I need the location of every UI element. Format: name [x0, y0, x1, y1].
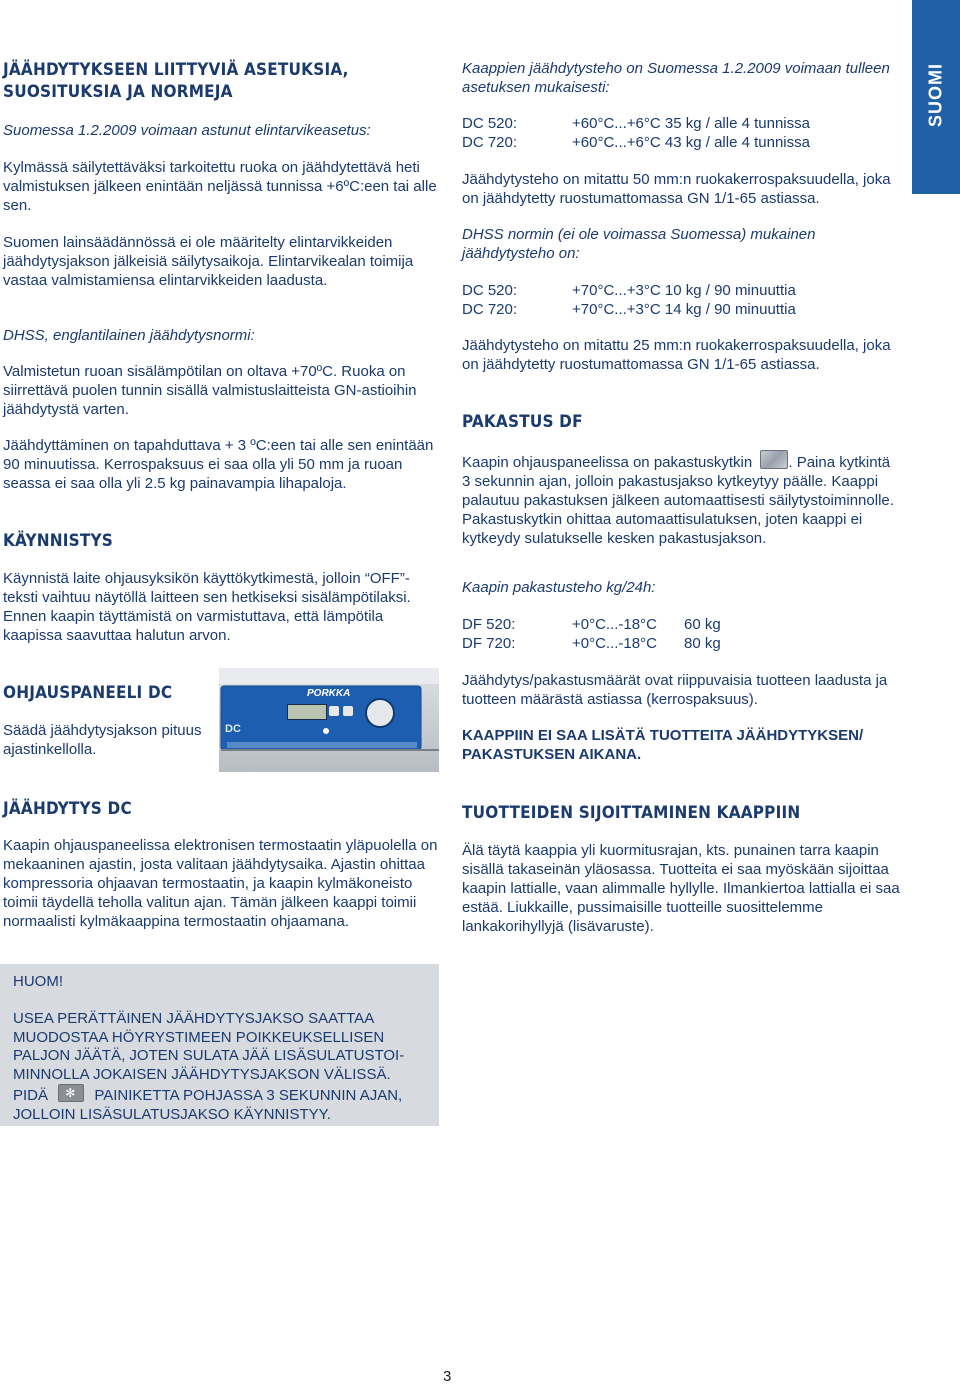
note-line-part: PAINIKETTA POHJASSA 3 SEKUNNIN AJAN, — [94, 1087, 403, 1105]
panel-brand: PORKKA — [307, 688, 351, 699]
left-column — [3, 59, 439, 103]
placement-text: Älä täytä kaappia yli kuormitusrajan, kts. punainen tarra kaapin sisällä takaseinän yläosassa. Tuotteita ei saa myöskään sijoittaa kaapin lattialle, vaan alimmalle hyllylle. Ilmankiertoa lattialla ei saa estää. Liukkaille, pussimaisille tuotteille suosittelemme lankakorihyllyjä (lisävaruste). — [462, 842, 900, 935]
control-panel-text: Säädä jäähdytysjakson pituus ajastinkellolla. — [3, 722, 202, 758]
decree-intro: Suomessa 1.2.2009 voimaan astunut elintarvikeasetus: — [3, 122, 371, 139]
control-panel-illustration — [219, 668, 439, 772]
defrost-button-icon — [58, 1084, 84, 1102]
value-cell: 35 kg / alle 4 tunnissa — [664, 115, 810, 132]
language-tab-label: SUOMI — [925, 62, 946, 128]
panel-button[interactable] — [343, 706, 353, 716]
freeze-text — [462, 450, 902, 548]
model-cell: DF 520: — [462, 616, 516, 633]
freeze-switch-icon — [760, 450, 788, 469]
fi-capacity-table — [462, 114, 902, 152]
table-row — [462, 133, 902, 152]
range-cell: +60°C...+6°C — [572, 134, 661, 151]
freeze-capacity-intro: Kaapin pakastusteho kg/24h: — [462, 579, 656, 596]
note-line: USEA PERÄTTÄINEN JÄÄHDYTYSJAKSO SAATTAA — [13, 1010, 375, 1027]
dhss-intro: DHSS, englantilainen jäähdytysnormi: — [3, 327, 255, 344]
freeze-capacity-note: Jäähdytys/pakastusmäärät ovat riippuvaisia tuotteen laadusta ja tuotteen määrästä astiassa (kerrospaksuus). — [462, 672, 888, 708]
model-cell: DC 520: — [462, 115, 518, 132]
model-cell: DF 720: — [462, 635, 516, 652]
decree-text: Kylmässä säilytettäväksi tarkoitettu ruoka on jäähdytettävä heti valmistuksen jälkeen enintään neljässä tunnissa +6ºC:een tai alle sen. — [3, 159, 437, 214]
legislation-text: Suomen lainsäädännössä ei ole määritelty elintarvikkeiden jäähdytysjakson jälkeisiä säilytysaikoja. Elintarvikealan toimija vastaa valmistamiensa elintarvikkeiden laadusta. — [3, 234, 414, 289]
page-number: 3 — [443, 1368, 452, 1385]
value-cell: 10 kg / 90 minuuttia — [664, 282, 796, 299]
range-cell: +0°C...-18°C — [572, 635, 657, 652]
value-cell: 60 kg — [684, 616, 721, 633]
table-row — [462, 281, 902, 300]
note-line: PALJON JÄÄTÄ, JOTEN SULATA JÄÄ LISÄSULATUSTOI- — [13, 1047, 405, 1065]
range-cell: +70°C...+3°C — [572, 282, 661, 299]
warning-note-box — [0, 964, 439, 1126]
dhss-text-1: Valmistetun ruoan sisälämpötilan on oltava +70ºC. Ruoka on siirrettävä puolen tunnin sisällä valmistuslaitteista GN-astioihin jäähdytystä varten. — [3, 363, 417, 418]
panel-model-label: DC — [225, 723, 241, 735]
freeze-text-part: . Paina kytkintä 3 sekunnin ajan, jolloin pakastusjakso kytkeytyy päälle. Kaappi palautuu pakastuksen jälkeen automaattisesti säilytystoiminnolle. Pakastuskytkin ohittaa automaattisulatuksen, joten kaappi ei kytkeydy sulatukselle kesken pakastusjakson. — [462, 454, 894, 547]
model-cell: DC 720: — [462, 134, 518, 151]
warning-text: KAAPPIIN EI SAA LISÄTÄ TUOTTEITA JÄÄHDYTYKSEN/ PAKASTUKSEN AIKANA. — [462, 727, 864, 763]
dhss-capacity-table — [462, 281, 902, 319]
note-line: JOLLOIN LISÄSULATUSJAKSO KÄYNNISTYY. — [13, 1105, 331, 1123]
freeze-heading: PAKASTUS DF — [462, 412, 583, 432]
note-body — [13, 1010, 404, 1125]
panel-button[interactable] — [329, 706, 339, 716]
panel-display — [287, 704, 327, 720]
range-cell: +0°C...-18°C — [572, 616, 657, 633]
table-row — [462, 300, 902, 319]
model-cell: DC 520: — [462, 282, 518, 299]
power-switch-icon[interactable] — [323, 728, 329, 734]
fi-capacity-note: Jäähdytysteho on mitattu 50 mm:n ruokakerrospaksuudella, joka on jäähdytetty ruostumattomassa GN 1/1-65 astiassa. — [462, 171, 891, 207]
startup-text: Käynnistä laite ohjausyksikön käyttökytkimestä, jolloin “OFF”-teksti vaihtuu näytöllä laitteen sen hetkiseksi sisälämpötilaksi. Ennen kaapin täyttämistä on varmistuttava, että lämpötila kaapissa saavuttaa halutun arvon. — [3, 570, 411, 644]
range-cell: +60°C...+6°C — [572, 115, 661, 132]
range-cell: +70°C...+3°C — [572, 301, 661, 318]
dhss-capacity-intro: DHSS normin (ei ole voimassa Suomessa) mukainen jäähdytysteho on: — [462, 226, 816, 262]
section-title: JÄÄHDYTYKSEEN LIITTYVIÄ ASETUKSIA, SUOSITUKSIA JA NORMEJA — [3, 60, 349, 102]
freeze-capacity-table — [462, 615, 902, 653]
table-row — [462, 615, 902, 634]
table-row — [462, 114, 902, 133]
value-cell: 43 kg / alle 4 tunnissa — [664, 134, 810, 151]
note-line — [13, 1084, 404, 1106]
value-cell: 80 kg — [684, 635, 721, 652]
control-panel-image — [219, 668, 439, 772]
placement-heading: TUOTTEIDEN SIJOITTAMINEN KAAPPIIN — [462, 803, 801, 823]
cooling-text: Kaapin ohjauspaneelissa elektronisen termostaatin yläpuolella on mekaaninen ajastin, josta valitaan jäähdytysaika. Ajastin ohittaa kompressoria ohjaavan termostaatin, ja kaapin kylmäkoneisto toimii täydellä teholla valitun ajan. Tämän jälkeen kaappi toimii normaalisti kylmäkaappina termostaatin ohjaamana. — [3, 837, 438, 930]
language-tab — [912, 0, 960, 194]
note-title: HUOM! — [13, 973, 63, 990]
table-row — [462, 634, 902, 653]
freeze-text-part: Kaapin ohjauspaneelissa on pakastuskytkin — [462, 454, 753, 471]
startup-heading: KÄYNNISTYS — [3, 531, 113, 551]
capacity-intro: Kaappien jäähdytysteho on Suomessa 1.2.2009 voimaan tulleen asetuksen mukaisesti: — [462, 60, 890, 96]
note-line-part: PIDÄ — [13, 1087, 49, 1105]
timer-knob[interactable] — [365, 698, 395, 728]
value-cell: 14 kg / 90 minuuttia — [664, 301, 796, 318]
note-line: MINNOLLA JOKAISEN JÄÄHDYTYSJAKSON VÄLISSÄ. — [13, 1065, 391, 1083]
note-line: MUODOSTAA HÖYRYSTIMEEN POIKKEUKSELLISEN — [13, 1028, 385, 1046]
model-cell: DC 720: — [462, 301, 518, 318]
dhss-capacity-note: Jäähdytysteho on mitattu 25 mm:n ruokakerrospaksuudella, joka on jäähdytetty ruostumattomassa GN 1/1-65 astiassa. — [462, 337, 891, 373]
control-panel-heading: OHJAUSPANEELI DC — [3, 683, 173, 703]
cooling-heading: JÄÄHDYTYS DC — [3, 799, 132, 819]
dhss-text-2: Jäähdyttäminen on tapahduttava + 3 ºC:een tai alle sen enintään 90 minuutissa. Kerrospaksuus ei saa olla yli 50 mm ja ruoan seassa ei saa olla yli 2.5 kg painavampia lihapaloja. — [3, 437, 434, 492]
